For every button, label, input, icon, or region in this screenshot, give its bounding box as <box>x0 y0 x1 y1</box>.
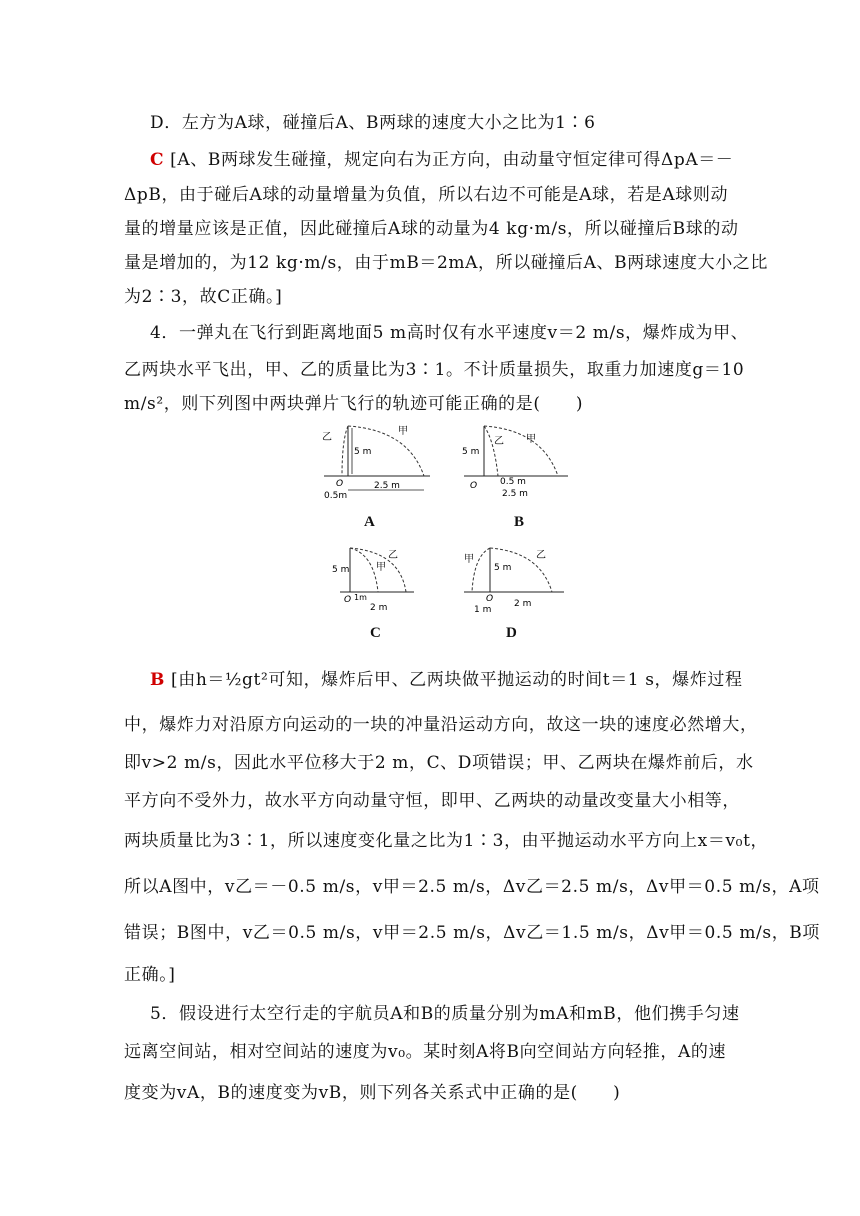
label-d2: 2 m <box>370 603 388 613</box>
answer-line-3: 量的增量应该是正值，因此碰撞后A球的动量为4 kg·m/s，所以碰撞后B球的动 <box>124 219 739 239</box>
figure-b <box>458 420 576 502</box>
answer-4-line-1 <box>150 665 770 690</box>
label-height: 5 m <box>354 447 372 457</box>
answer-line-4: 量是增加的，为12 kg·m/s，由于mB＝2mA，所以碰撞后A、B两球速度大小之比 <box>124 253 768 273</box>
label-height: 5 m <box>332 565 350 575</box>
answer-label: C <box>150 150 165 170</box>
label-d1: 1 m <box>474 605 492 615</box>
question-4-line-2: 乙两块水平飞出，甲、乙的质量比为3∶1。不计质量损失，取重力加速度g＝10 <box>124 360 745 380</box>
figure-c <box>330 544 420 616</box>
label-jia: 甲 <box>376 562 386 573</box>
label-height: 5 m <box>462 447 480 457</box>
label-origin: O <box>470 481 478 491</box>
answer-4-line-8: 正确。] <box>124 965 176 985</box>
answer-4-line-2: 中，爆炸力对沿原方向运动的一块的冲量沿运动方向，故这一块的速度必然增大， <box>124 715 758 735</box>
label-d1: 0.5 m <box>500 477 526 487</box>
label-origin: O <box>344 595 352 605</box>
figure-b-caption: B <box>514 514 525 530</box>
question-4-line-1: 4．一弹丸在飞行到距离地面5 m高时仅有水平速度v＝2 m/s，爆炸成为甲、 <box>150 323 749 343</box>
label-d1: 0.5m <box>324 491 348 501</box>
label-origin: O <box>486 594 494 604</box>
figure-a-caption: A <box>364 514 375 530</box>
option-d-text: D．左方为A球，碰撞后A、B两球的速度大小之比为1∶6 <box>150 113 596 133</box>
label-d2: 2 m <box>514 599 532 609</box>
label-origin: O <box>336 479 344 489</box>
label-yi: 乙 <box>536 550 546 561</box>
answer-4-line-3: 即v>2 m/s，因此水平位移大于2 m，C、D项错误；甲、乙两块在爆炸前后，水 <box>124 753 754 773</box>
label-jia: 甲 <box>526 434 536 445</box>
answer-4-line-7: 错误；B图中，v乙＝0.5 m/s，v甲＝2.5 m/s，Δv乙＝1.5 m/s，Δv甲＝0.5 m/s，B项 <box>124 923 820 943</box>
label-yi: 乙 <box>494 436 504 447</box>
answer-text: [A、B两球发生碰撞，规定向右为正方向，由动量守恒定律可得ΔpA＝－ <box>170 150 734 170</box>
answer-text: [由h＝½gt²可知，爆炸后甲、乙两块做平抛运动的时间t＝1 s，爆炸过程 <box>170 670 743 690</box>
question-5-line-1: 5．假设进行太空行走的宇航员A和B的质量分别为mA和mB，他们携手匀速 <box>150 1004 740 1024</box>
label-d1: 1m <box>354 593 367 602</box>
figure-d-caption: D <box>506 625 517 641</box>
label-yi: 乙 <box>388 550 398 561</box>
label-jia: 甲 <box>398 426 408 437</box>
question-5-line-3: 度变为vA，B的速度变为vB，则下列各关系式中正确的是( ) <box>124 1083 621 1103</box>
answer-line-5: 为2∶3，故C正确。] <box>124 287 283 307</box>
question-4-line-3: m/s²，则下列图中两块弹片飞行的轨迹可能正确的是( ) <box>124 394 584 414</box>
figure-d <box>460 544 570 616</box>
figure-a <box>318 420 438 502</box>
answer-4-line-6: 所以A图中，v乙＝－0.5 m/s，v甲＝2.5 m/s，Δv乙＝2.5 m/s，Δv甲＝0.5 m/s，A项 <box>124 877 820 897</box>
answer-4-line-5: 两块质量比为3∶1，所以速度变化量之比为1∶3，由平抛运动水平方向上x＝v₀t， <box>124 831 769 851</box>
figure-c-caption: C <box>370 625 381 641</box>
label-jia: 甲 <box>464 554 474 565</box>
answer-line-2: ΔpB，由于碰后A球的动量增量为负值，所以右边不可能是A球，若是A球则动 <box>124 185 729 205</box>
label-yi: 乙 <box>322 432 332 443</box>
label-d2: 2.5 m <box>374 481 400 491</box>
label-d2: 2.5 m <box>502 489 528 499</box>
answer-4-line-4: 平方向不受外力，故水平方向动量守恒，即甲、乙两块的动量改变量大小相等， <box>124 791 740 811</box>
label-height: 5 m <box>494 563 512 573</box>
answer-label: B <box>150 670 165 690</box>
answer-line-1 <box>150 145 770 170</box>
question-5-line-2: 远离空间站，相对空间站的速度为v₀。某时刻A将B向空间站方向轻推，A的速 <box>124 1042 727 1062</box>
